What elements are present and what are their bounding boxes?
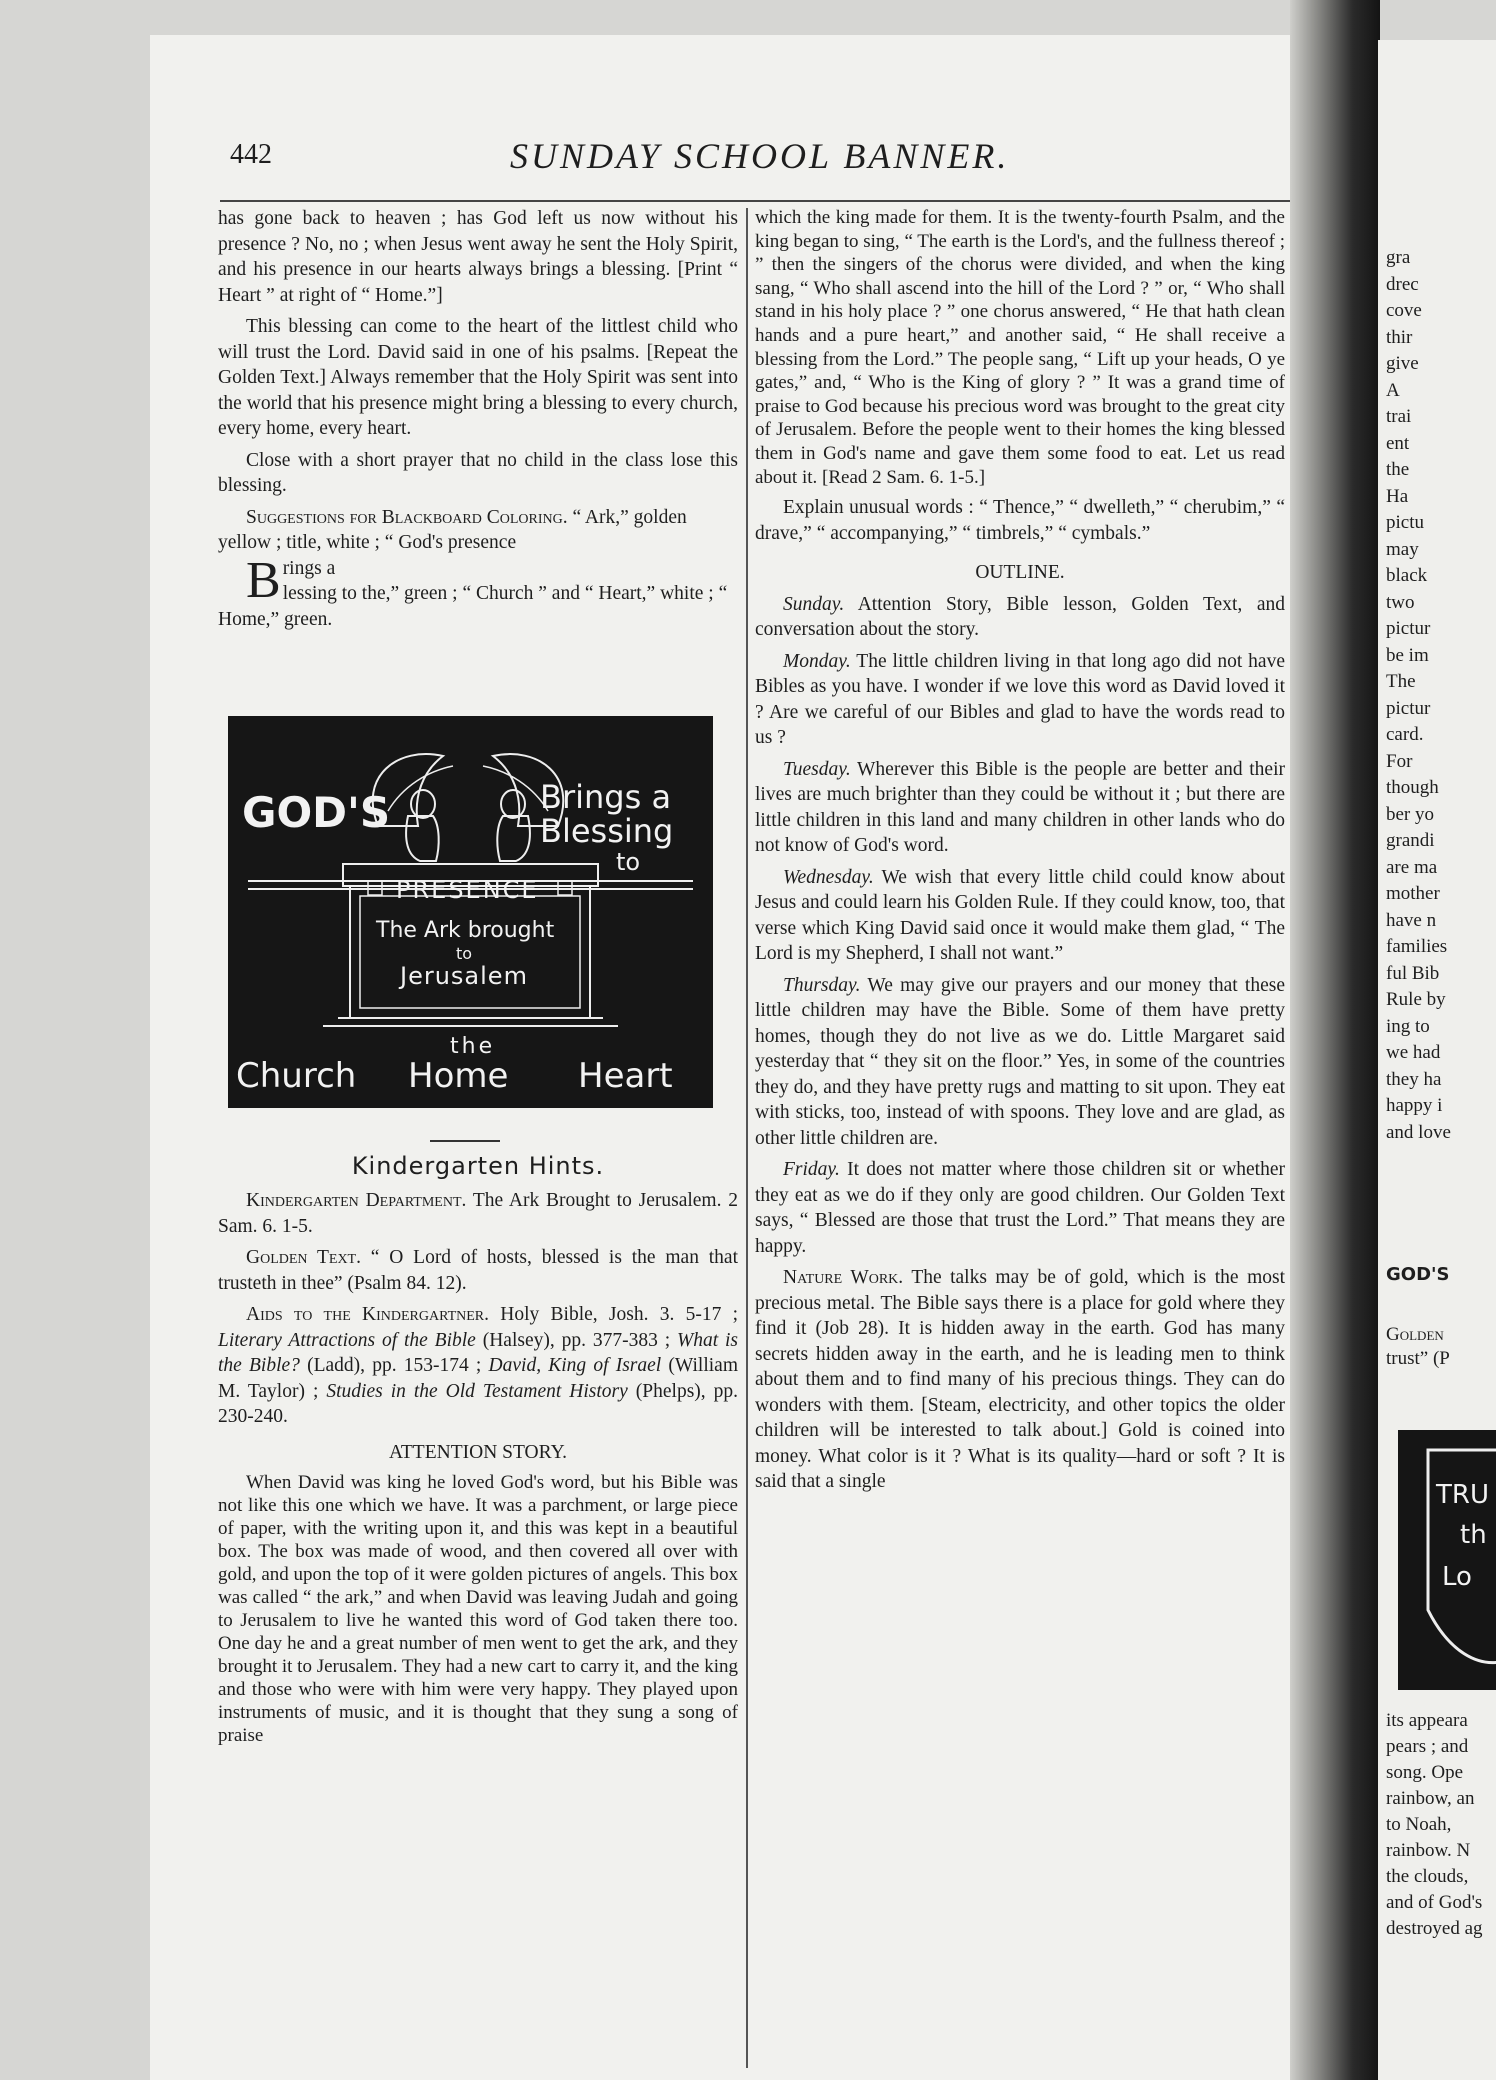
adjacent-line: trai (1386, 406, 1412, 427)
book-title: David, King of Israel (488, 1355, 662, 1376)
decorative-initial: B (246, 551, 281, 609)
adjacent-line: to Noah, (1386, 1814, 1452, 1835)
adjacent-line: and love (1386, 1121, 1451, 1143)
paragraph-text: Holy Bible, Josh. 3. 5-17 ; (500, 1304, 739, 1325)
adjacent-line: cove (1386, 300, 1422, 321)
book-gutter (1290, 0, 1380, 2080)
board-blessing: Blessing (540, 812, 674, 850)
adjacent-line: destroyed ag (1386, 1918, 1483, 1939)
adjacent-board-text: TRU (1436, 1480, 1489, 1510)
adjacent-line: gra (1386, 247, 1411, 268)
day-label: Tuesday. (783, 758, 851, 780)
adjacent-line: are ma (1386, 856, 1438, 878)
adjacent-line: we had (1386, 1042, 1441, 1063)
paragraph-text: (Phelps), pp. 230-240. (218, 1380, 739, 1427)
board-heart: Heart (578, 1056, 673, 1096)
paragraph: Close with a short prayer that no child in the class lose this blessing. (218, 449, 738, 496)
board-presence: PRESENCE (396, 876, 539, 904)
paragraph-text: “ Ark,” golden yellow ; title, white ; “ God's presence (218, 506, 687, 553)
day-label: Friday. (783, 1159, 840, 1181)
adjacent-line: rainbow. N (1386, 1840, 1471, 1861)
day-label: Monday. (783, 650, 851, 672)
paragraph-text: It does not matter where those children sit or whether they eat as we do if they only are good children. Our Golden Text says, “ Blessed are those that trust the Lord.” That means they are happy. (755, 1159, 1285, 1257)
adjacent-board-text: th (1460, 1520, 1487, 1550)
adjacent-heading: GOD'S (1386, 1264, 1450, 1285)
paragraph-text: Attention Story, Bible lesson, Golden Text, and conversation about the story. (755, 593, 1285, 641)
day-label: Wednesday. (783, 866, 874, 888)
section-label: Suggestions for Blackboard Coloring. (246, 506, 568, 528)
golden-text-paragraph (218, 1245, 738, 1296)
board-brings: Brings a (540, 778, 672, 816)
paragraph-text: We may give our prayers and our money that these little children may have the Bible. Some of them have pretty homes, though they do not live as we do. Little Margaret said yesterday that “ they sit on the floor.” Yes, in some of the countries they do, and they have pretty rugs and matting to sit upon. They eat with sticks, too, instead of with spoons. They love and are glad, as other little children are. (755, 974, 1285, 1149)
blackboard-illustration (228, 716, 713, 1108)
adjacent-line: card. (1386, 724, 1424, 745)
adjacent-line: pictur (1386, 697, 1431, 719)
adjacent-line: give (1386, 353, 1419, 374)
column-rule (746, 208, 748, 2068)
paragraph: Explain unusual words : “ Thence,” “ dwelleth,” “ cherubim,” “ drave,” “ accompanying,” “ timbrels,” “ cymbals.” (755, 497, 1285, 544)
adjacent-line: pictu (1386, 512, 1424, 533)
section-label: Golden Text. (246, 1247, 361, 1268)
paragraph: which the king made for them. It is the twenty-fourth Psalm, and the king began to sing, “ The earth is the Lord's, and the fullness thereof ; ” then the singers of the chorus were divided, and when the king sang, “ Who shall ascend into the hill of the Lord ? ” or, “ Who shall stand in his holy place ? ” one chorus answered, “ He that hath clean hands and a pure heart,” and another said, “ He shall receive a blessing from the Lord.” The people sang, “ Lift up your heads, O ye gates,” and, “ Who is the King of glory ? ” It was a grand time of praise to God because his precious word was brought to the great city of Jerusalem. Before the people went to their homes the king blessed them in God's name and gave them some food to eat. Let us read about it. [Read 2 Sam. 6. 1-5.] (755, 207, 1285, 488)
board-home: Home (408, 1056, 509, 1096)
adjacent-line: ful Bib (1386, 962, 1440, 984)
board-gods: GOD'S (242, 788, 391, 837)
section-label: Kindergarten Department. (246, 1190, 467, 1211)
day-label: Sunday. (783, 593, 845, 615)
board-ark-line3: Jerusalem (400, 962, 528, 990)
adjacent-page (1378, 40, 1496, 2080)
attention-story: When David was king he loved God's word, but his Bible was not like this one which we have. It was a parchment, or large piece of paper, with the writing upon it, and this was kept in a beautiful box. The box was made of wood, and then covered all over with gold, and upon the top of it were golden pictures of angels. This box was called “ the ark,” and when David was leaving Judah and going to Jerusalem to live he wanted this word of God taken there too. One day he and a great number of men went to get the ark, and they brought it to Jerusalem. They had a new cart to carry it, and the king and those who were with him were very happy. They played upon instruments of music, and it is thought that they sung a song of praise (218, 1472, 738, 1746)
adjacent-line: families (1386, 936, 1448, 957)
outline-friday (755, 1157, 1285, 1259)
column-left-top (218, 206, 738, 638)
paragraph-text: The talks may be of gold, which is the most precious metal. The Bible says there is a place for gold where they find it (Job 28). It is hidden away in the earth. God has many secrets hidden away in the earth, and he is leading men to think about them and to find many of his precious things. They can do wonders with them. [Steam, electricity, and other topics the older children will be interested to talk about.] Gold is coined into money. What color is it ? What is its quality—hard or soft ? It is said that a single (755, 1267, 1285, 1493)
book-title: Literary Attractions of the Bible (218, 1329, 476, 1351)
adjacent-label: Golden (1386, 1324, 1444, 1345)
paragraph: This blessing can come to the heart of the littlest child who will trust the Lord. David said in one of his psalms. [Repeat the Golden Text.] Always remember that the Holy Spirit was sent into the world that his presence might bring a blessing to every church, every home, every heart. (218, 316, 738, 439)
section-label: Aids to the Kindergartner. (246, 1304, 490, 1325)
adjacent-line: mother (1386, 883, 1440, 904)
adjacent-board-text: Lo (1442, 1562, 1472, 1592)
shield-icon (1398, 1430, 1496, 1690)
column-right (755, 206, 1285, 1501)
aids-paragraph (218, 1302, 738, 1430)
adjacent-line: be im (1386, 644, 1429, 666)
adjacent-line: may (1386, 538, 1419, 560)
section-label: Nature Work. (783, 1267, 904, 1289)
adjacent-line: drec (1386, 273, 1419, 295)
board-the: the (450, 1034, 496, 1059)
adjacent-line: For (1386, 750, 1413, 772)
outline-thursday (755, 973, 1285, 1152)
adjacent-line: the (1386, 459, 1410, 480)
outline-wednesday (755, 865, 1285, 967)
adjacent-line: though (1386, 777, 1439, 798)
page-number: 442 (230, 139, 272, 170)
header-rule (220, 200, 1290, 202)
paragraph-text: We wish that every little child could know about Jesus and could learn his Golden Rule. If they could know, too, that verse which King David said once it would make them glad, “ The Lord is my Shepherd, I shall not want.” (755, 866, 1286, 965)
adjacent-text: trust” (P (1386, 1348, 1450, 1369)
day-label: Thursday. (783, 974, 861, 996)
column-left-bottom (218, 1188, 738, 1753)
adjacent-line: have n (1386, 909, 1437, 931)
adjacent-line: the clouds, (1386, 1866, 1469, 1887)
adjacent-blackboard (1398, 1430, 1496, 1690)
paragraph-text: The Ark Brought to Jerusalem. 2 Sam. 6. 1-5. (218, 1190, 738, 1237)
paragraph-text: rings a (282, 557, 336, 579)
paragraph-text: lessing to the,” green ; “ Church ” and “ Heart,” white ; “ Home,” green. (218, 583, 728, 630)
board-to: to (616, 848, 641, 876)
running-head (230, 135, 1290, 185)
adjacent-line: grandi (1386, 830, 1435, 851)
adjacent-line: ber yo (1386, 803, 1435, 825)
outline-monday (755, 649, 1285, 751)
adjacent-line: black (1386, 565, 1428, 586)
adjacent-line: and of God's (1386, 1892, 1483, 1913)
department-paragraph (218, 1188, 738, 1239)
outline-tuesday (755, 757, 1285, 859)
board-ark-line2: to (456, 944, 473, 963)
subsection-heading: ATTENTION STORY. (388, 1441, 568, 1463)
paragraph-text: “ O Lord of hosts, blessed is the man that trusteth in thee” (Psalm 84. 12). (218, 1247, 738, 1294)
outline-heading: OUTLINE. (975, 562, 1065, 584)
adjacent-line: Rule by (1386, 989, 1446, 1010)
section-divider (430, 1140, 500, 1142)
adjacent-line: they ha (1386, 1068, 1442, 1090)
paragraph-text: Wherever this Bible is the people are better and their lives are much brighter than they could be without it ; but there are little children in this land and many children in other lands who do not know of God's word. (755, 758, 1285, 857)
paragraph-text: (Halsey), pp. 377-383 ; (482, 1329, 671, 1351)
adjacent-line: ing to (1386, 1015, 1430, 1037)
adjacent-line: song. Ope (1386, 1762, 1464, 1783)
nature-work (755, 1265, 1285, 1495)
adjacent-line: ent (1386, 432, 1410, 454)
paragraph-text: (William M. Taylor) ; (218, 1355, 739, 1402)
paragraph: has gone back to heaven ; has God left us now without his presence ? No, no ; when Jesus went away he sent the Holy Spirit, and his presence in our hearts always brings a blessing. [Print “ Heart ” at right of “ Home.”] (218, 208, 738, 306)
adjacent-line: Ha (1386, 485, 1409, 507)
paragraph-text: The little children living in that long ago did not have Bibles as you have. I wonder if we love this word as David loved it ? Are we careful of our Bibles and glad to have the words read to us ? (755, 650, 1285, 749)
paragraph-text: (Ladd), pp. 153-174 ; (307, 1355, 482, 1376)
blackboard-coloring-paragraph (218, 505, 738, 633)
adjacent-line: The (1386, 671, 1416, 692)
adjacent-line: two (1386, 591, 1415, 613)
adjacent-line: A (1386, 379, 1400, 401)
periodical-title: SUNDAY SCHOOL BANNER. (510, 136, 1010, 176)
board-ark-line1: The Ark brought (376, 918, 555, 943)
adjacent-line: happy i (1386, 1095, 1443, 1116)
outline-sunday (755, 592, 1285, 643)
adjacent-line: its appeara (1386, 1710, 1468, 1731)
adjacent-line: pears ; and (1386, 1736, 1469, 1757)
board-church: Church (236, 1056, 357, 1096)
adjacent-line: pictur (1386, 618, 1431, 639)
book-title: Studies in the Old Testament History (326, 1380, 628, 1402)
book-title: What is the Bible? (218, 1329, 739, 1376)
section-title: Kindergarten Hints. (351, 1152, 605, 1180)
adjacent-line: rainbow, an (1386, 1788, 1475, 1809)
adjacent-line: thir (1386, 326, 1413, 348)
